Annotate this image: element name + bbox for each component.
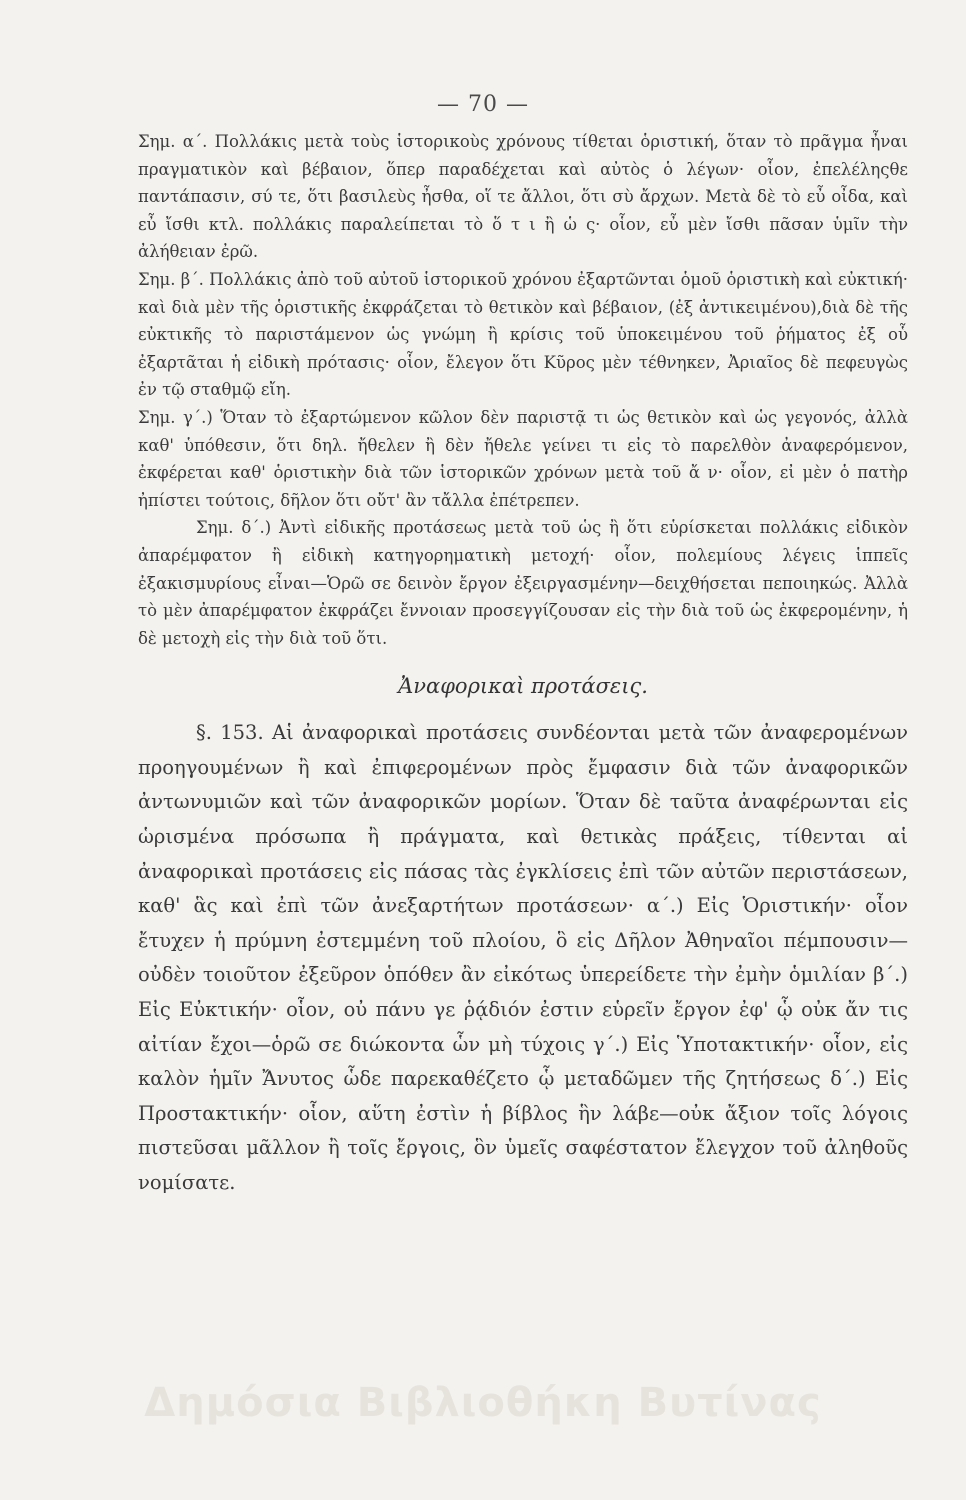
note-a: Σημ. α΄. Πολλάκις μετὰ τοὺς ἱστορικοὺς χρόνους τίθεται ὁριστική, ὅταν τὸ πρᾶγμα ἦναι πραγματικὸν καὶ βέβαιον, ὅπερ παραδέχεται καὶ αὐτὸς ὁ λέγων· οἷον, ἐπελέληςθε παντάπασιν, σύ τε, ὅτι βασιλεὺς ἦσθα, οἵ τε ἄλλοι, ὅτι σὺ ἄρχων. Μετὰ δὲ τὸ εὖ οἶδα, καὶ εὖ ἴσθι κτλ. πολλάκις παραλείπεται τὸ ὅ τ ι ἢ ὡ ς· οἷον, εὖ μὲν ἴσθι πᾶσαν ὑμῖν τὴν ἀλήθειαν ἐρῶ.: [138, 132, 908, 262]
main-block: [138, 716, 908, 1200]
library-watermark: Δημόσια Βιβλιοθήκη Βυτίνας: [144, 1380, 822, 1426]
notes-block: [138, 128, 908, 652]
section-title: Ἀναφορικαὶ προτάσεις.: [398, 674, 648, 699]
paragraph-153: §. 153. Αἱ ἀναφορικαὶ προτάσεις συνδέονται μετὰ τῶν ἀναφερομένων προηγουμένων ἢ καὶ ἐπιφερομένων πρὸς ἔμφασιν διὰ τῶν ἀναφορικῶν ἀντωνυμιῶν καὶ τῶν ἀναφορικῶν μορίων. Ὅταν δὲ ταῦτα ἀναφέρωνται εἰς ὡρισμένα πρόσωπα ἢ πράγματα, καὶ θετικὰς πράξεις, τίθενται αἱ ἀναφορικαὶ προτάσεις εἰς πάσας τὰς ἐγκλίσεις ἐπὶ τῶν αὐτῶν περιστάσεων, καθ' ἃς καὶ ἐπὶ τῶν ἀνεξαρτήτων προτάσεων· α΄.) Εἰς Ὁριστικήν· οἷον ἔτυχεν ἡ πρύμνη ἐστεμμένη τοῦ πλοίου, ὃ εἰς Δῆλον Ἀθηναῖοι πέμπουσιν—οὐδὲν τοιοῦτον ἐξεῦρον ὁπόθεν ἂν εἰκότως ὑπερείδετε τὴν ἐμὴν ὁμιλίαν β΄.) Εἰς Εὐκτικήν· οἷον, οὐ πάνυ γε ῥᾴδιόν ἐστιν εὑρεῖν ἔργον ἐφ' ᾧ οὐκ ἄν τις αἰτίαν ἔχοι—ὁρῶ σε διώκοντα ὧν μὴ τύχοις γ΄.) Εἰς Ὑποτακτικήν· οἷον, εἰς καλὸν ἡμῖν Ἄνυτος ὧδε παρεκαθέζετο ᾧ μεταδῶμεν τῆς ζητήσεως δ΄.) Εἰς Προστακτικήν· οἷον, αὕτη ἐστὶν ἡ βίβλος ἣν λάβε—οὐκ ἄξιον τοῖς λόγοις πιστεῦσαι μᾶλλον ἢ τοῖς ἔργοις, ὃν ὑμεῖς σαφέστατον ἔλεγχον τοῦ ἀληθοῦς νομίσατε.: [138, 721, 908, 1194]
note-c: Σημ. γ΄.) Ὅταν τὸ ἐξαρτώμενον κῶλον δὲν παριστᾷ τι ὡς θετικὸν καὶ ὡς γεγονός, ἀλλὰ καθ' ὑπόθεσιν, ὅτι δηλ. ἤθελεν ἢ δὲν ἤθελε γείνει τι εἰς τὸ παρελθὸν ἀναφερόμενον, ἐκφέρεται καθ' ὁριστικὴν διὰ τῶν ἱστορικῶν χρόνων μετὰ τοῦ ἄ ν· οἷον, εἰ μὲν ὁ πατὴρ ἠπίστει τούτοις, δῆλον ὅτι οὔτ' ἂν τἄλλα ἐπέτρεπεν.: [138, 407, 908, 510]
page-number: — 70 —: [437, 92, 529, 117]
note-d: Σημ. δ΄.) Ἀντὶ εἰδικῆς προτάσεως μετὰ τοῦ ὡς ἢ ὅτι εὑρίσκεται πολλάκις εἰδικὸν ἀπαρέμφατον ἢ εἰδικὴ κατηγορηματικὴ μετοχή· οἷον, πολεμίους λέγεις ἱππεῖς ἐξακισμυρίους εἶναι—Ὁρῶ σε δεινὸν ἔργον ἐξειργασμένην—δειχθήσεται πεποιηκώς. Ἀλλὰ τὸ μὲν ἀπαρέμφατον ἐκφράζει ἔννοιαν προσεγγίζουσαν εἰς τὴν διὰ τοῦ ὡς ἐκφερομένην, ἡ δὲ μετοχὴ εἰς τὴν διὰ τοῦ ὅτι.: [138, 518, 908, 648]
note-b: Σημ. β΄. Πολλάκις ἀπὸ τοῦ αὐτοῦ ἱστορικοῦ χρόνου ἐξαρτῶνται ὁμοῦ ὁριστικὴ καὶ εὐκτική· καὶ διὰ μὲν τῆς ὁριστικῆς ἐκφράζεται τὸ θετικὸν καὶ βέβαιον, (ἐξ ἀντικειμένου),διὰ δὲ τῆς εὐκτικῆς τὸ παριστάμενον ὡς γνώμη ἢ κρίσις τοῦ ὑποκειμένου τοῦ ῥήματος ἐξ οὗ ἐξαρτᾶται ἡ εἰδικὴ πρότασις· οἷον, ἔλεγον ὅτι Κῦρος μὲν τέθνηκεν, Ἀριαῖος δὲ πεφευγὼς ἐν τῷ σταθμῷ εἴη.: [138, 269, 908, 400]
page-body: [138, 128, 908, 1201]
